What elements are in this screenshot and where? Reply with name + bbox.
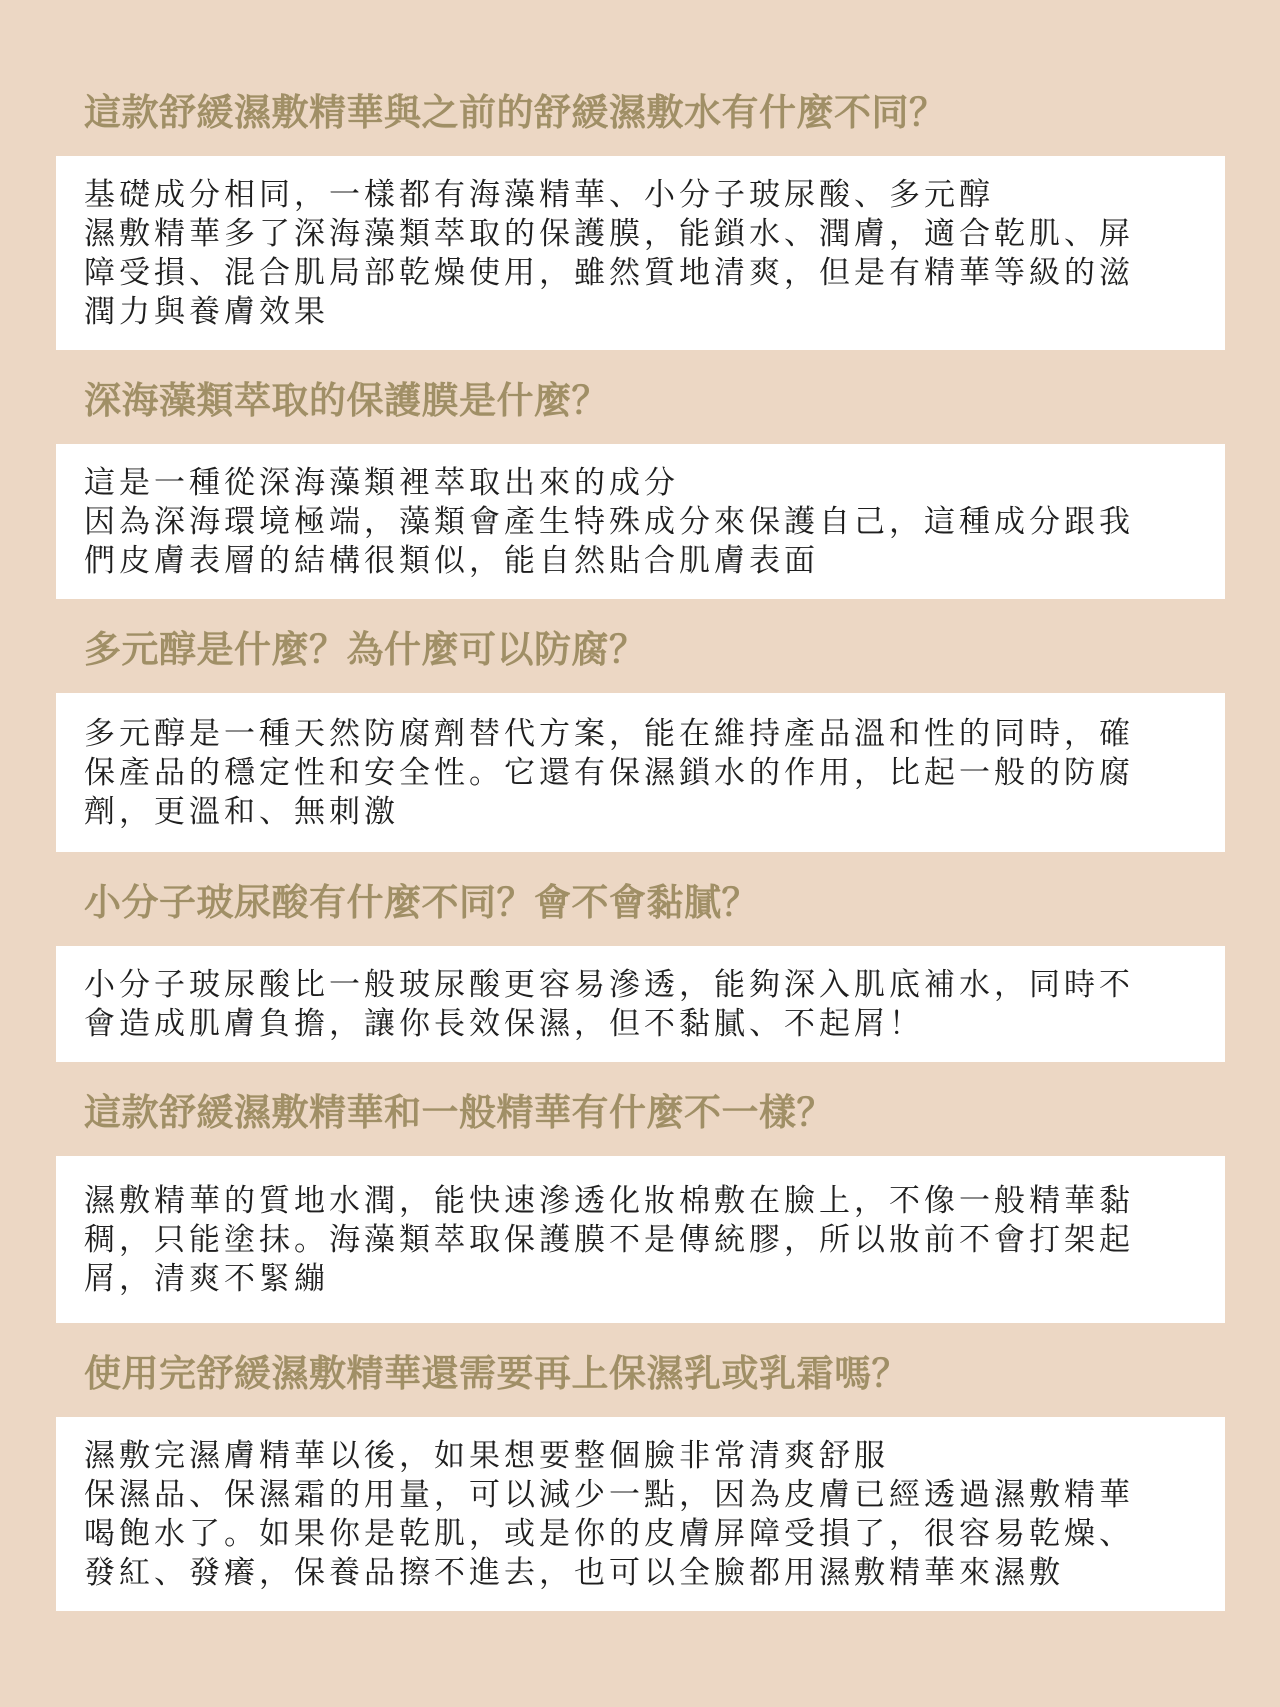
faq-answer-line: 屑，清爽不緊繃 bbox=[84, 1261, 329, 1297]
faq-question: 這款舒緩濕敷精華與之前的舒緩濕敷水有什麼不同？ bbox=[84, 91, 947, 134]
faq-answer-card bbox=[56, 444, 1225, 599]
faq-answer-card bbox=[56, 156, 1225, 350]
faq-answer-line: 劑，更溫和、無刺激 bbox=[84, 794, 399, 830]
faq-item bbox=[0, 1347, 1280, 1611]
faq-question: 使用完舒緩濕敷精華還需要再上保濕乳或乳霜嗎？ bbox=[84, 1352, 909, 1395]
faq-answer-line: 因為深海環境極端，藻類會產生特殊成分來保護自己，這種成分跟我 bbox=[84, 504, 1134, 540]
faq-answer-line: 基礎成分相同，一樣都有海藻精華、小分子玻尿酸、多元醇 bbox=[84, 177, 994, 213]
faq-answer-line: 障受損、混合肌局部乾燥使用，雖然質地清爽，但是有精華等級的滋 bbox=[84, 255, 1134, 291]
faq-answer-line: 會造成肌膚負擔，讓你長效保濕，但不黏膩、不起屑！ bbox=[84, 1006, 924, 1042]
faq-answer-line: 小分子玻尿酸比一般玻尿酸更容易滲透，能夠深入肌底補水，同時不 bbox=[84, 967, 1134, 1003]
faq-answer-line: 濕敷精華多了深海藻類萃取的保護膜，能鎖水、潤膚，適合乾肌、屏 bbox=[84, 216, 1134, 252]
faq-answer-line: 發紅、發癢，保養品擦不進去，也可以全臉都用濕敷精華來濕敷 bbox=[84, 1555, 1064, 1591]
faq-answer-line: 多元醇是一種天然防腐劑替代方案，能在維持產品溫和性的同時，確 bbox=[84, 716, 1134, 752]
faq-answer-line: 濕敷完濕膚精華以後，如果想要整個臉非常清爽舒服 bbox=[84, 1438, 889, 1474]
faq-answer-card bbox=[56, 693, 1225, 852]
faq-answer-line: 喝飽水了。如果你是乾肌，或是你的皮膚屏障受損了，很容易乾燥、 bbox=[84, 1516, 1134, 1552]
faq-answer-card bbox=[56, 1417, 1225, 1611]
faq-answer-line: 潤力與養膚效果 bbox=[84, 294, 329, 330]
faq-item bbox=[0, 623, 1280, 852]
faq-item bbox=[0, 86, 1280, 350]
faq-question: 這款舒緩濕敷精華和一般精華有什麼不一樣？ bbox=[84, 1091, 834, 1134]
faq-answer-card bbox=[56, 946, 1225, 1062]
faq-item bbox=[0, 876, 1280, 1062]
faq-answer-line: 濕敷精華的質地水潤，能快速滲透化妝棉敷在臉上，不像一般精華黏 bbox=[84, 1183, 1134, 1219]
faq-question: 深海藻類萃取的保護膜是什麼？ bbox=[84, 379, 609, 422]
faq-item bbox=[0, 374, 1280, 599]
faq-answer-line: 們皮膚表層的結構很類似，能自然貼合肌膚表面 bbox=[84, 543, 819, 579]
faq-answer-line: 保產品的穩定性和安全性。它還有保濕鎖水的作用，比起一般的防腐 bbox=[84, 755, 1134, 791]
faq-question: 小分子玻尿酸有什麼不同？會不會黏膩？ bbox=[84, 881, 759, 924]
faq-answer-line: 這是一種從深海藻類裡萃取出來的成分 bbox=[84, 465, 679, 501]
faq-answer-line: 稠，只能塗抹。海藻類萃取保護膜不是傳統膠，所以妝前不會打架起 bbox=[84, 1222, 1134, 1258]
faq-answer-line: 保濕品、保濕霜的用量，可以減少一點，因為皮膚已經透過濕敷精華 bbox=[84, 1477, 1134, 1513]
faq-item bbox=[0, 1086, 1280, 1323]
faq-question: 多元醇是什麼？為什麼可以防腐？ bbox=[84, 628, 647, 671]
faq-answer-card bbox=[56, 1156, 1225, 1323]
